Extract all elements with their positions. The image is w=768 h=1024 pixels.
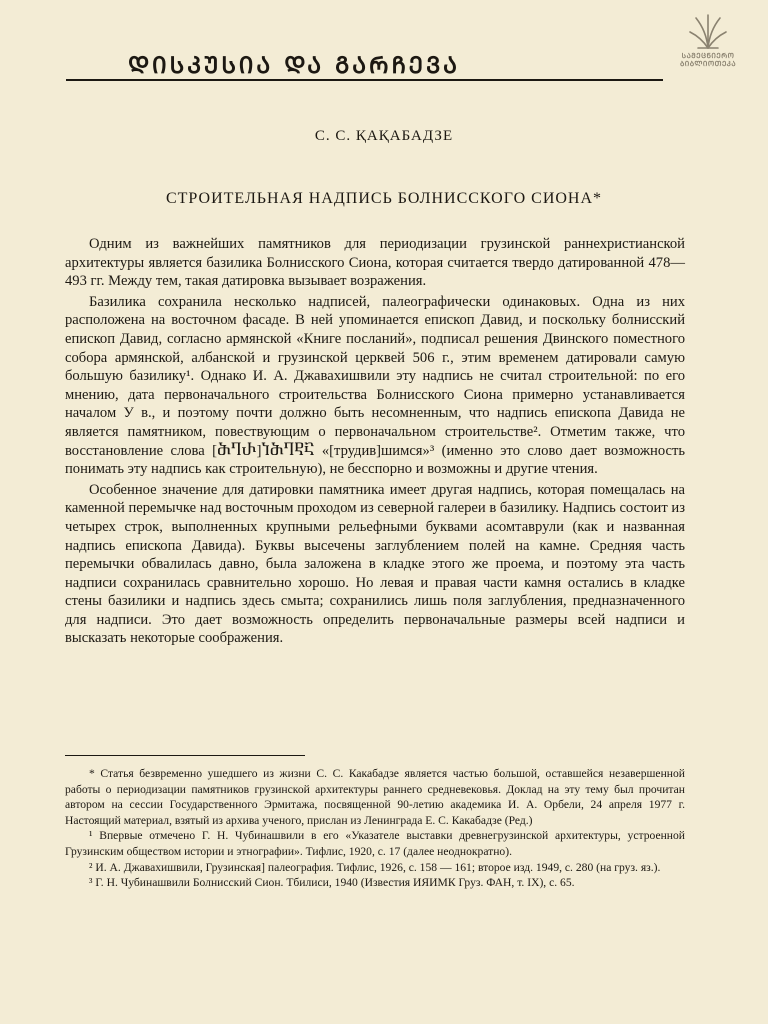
journal-section-title: ᲓᲘᲡᲙᲣᲡᲘᲐ ᲓᲐ ᲒᲐᲠᲩᲔᲕᲐ (127, 53, 461, 79)
article-title: СТРОИТЕЛЬНАЯ НАДПИСЬ БОЛНИССКОГО СИОНА* (165, 190, 603, 207)
library-stamp-line-1: ᲡᲐᲛᲔᲪᲜᲘᲔᲠᲝ (681, 52, 735, 60)
body-paragraph: Одним из важнейших памятников для периодизации грузинской раннехристианской архитектуры является базилика Болнисского Сиона, которая считается твердо датированной 478—493 гг. Между тем, такая датировка вызывает возражения. (65, 236, 685, 290)
body-paragraph: Особенное значение для датировки памятника имеет другая надпись, которая помещалась на каменной перемычке над восточным проходом из северной галереи в базилику. Надпись состоит из четырех строк, выполненных крупными рельефными буквами асомтаврули (как и названная надпись епископа Давида). Буквы высечены заглублением полей на камне. Средняя часть перемычки обвалилась давно, была заложена в кладке этого же проема, и поэтому эта часть надписи сохранилась сравнительно хорошо. Но левая и правая части камня остались в кладке стены базилики и надпись здесь смыта; сохранились лишь поля заглубления, предназначенного для надписи. Это дает возможность определить первоначальные размеры всей надписи и высказать некоторые соображения. (65, 481, 685, 647)
library-stamp-logo (662, 12, 754, 84)
footnote-divider (65, 755, 305, 756)
footnotes (65, 766, 685, 891)
body-paragraph: Базилика сохранила несколько надписей, палеографически одинаковых. Одна из них расположена на восточном фасаде. В ней упоминается епископ Давид, и поскольку болнисский епископ Давид, согласно армянской «Книге посланий», подписал решения Двинского поместного собора армянской, албанской и грузинской церквей 506 г., этим временем датировали самую большую базилику¹. Однако И. А. Джавахишвили эту надпись не считал строительной: по его мнению, дата первоначального строительства Болнисского Сиона примерно устанавливается началом У в., и поэтому почти должно быть несомненным, что надпись епископа Давида не является памятником, повествующим о первоначальном строительстве². Отметим также, что восстановление слова [ႫႤႰ]ႨႫႤႲႠ «[трудив]шимся»³ (именно это слово дает возможность понимать эту надпись как строительную), не бесспорно и возможны и другие чтения. (65, 293, 685, 478)
footnote: ² И. А. Джавахишвили, Грузинская] палеография. Тифлис, 1926, с. 158 — 161; второе изд. 1949, с. 280 (на груз. яз.). (89, 860, 661, 874)
article-author: С. С. ҚАҚАБАДЗЕ (314, 128, 454, 144)
library-logo-icon (686, 12, 730, 52)
library-stamp-line-2: ᲑᲘᲑᲚᲘᲝᲗᲔᲙᲐ (679, 60, 737, 68)
article-body (65, 235, 685, 648)
header-divider (66, 79, 663, 81)
footnote: ¹ Впервые отмечено Г. Н. Чубинашвили в его «Указателе выставки древнегрузинской архитектуры, устроенной Грузинским обществом истории и этнографии». Тифлис, 1920, с. 17 (далее неоднократно). (65, 829, 685, 858)
footnote: ³ Г. Н. Чубинашвили Болнисский Сион. Тбилиси, 1940 (Известия ИЯИМК Груз. ФАН, т. IX), с. 65. (89, 876, 575, 890)
footnote: * Статья безвременно ушедшего из жизни С. С. Какабадзе является частью большой, оставшейся незавершенной работы о периодизации памятников грузинской архитектуры раннего средневековья. Доклад на эту тему был прочитан автором на сессии Государственного Эрмитажа, посвященной 90-летию академика И. А. Орбели, 24 апреля 1977 г. Настоящий материал, взятый из архива ученого, прислан из Ленинграда Е. С. Какабадзе (Ред.) (65, 767, 685, 827)
